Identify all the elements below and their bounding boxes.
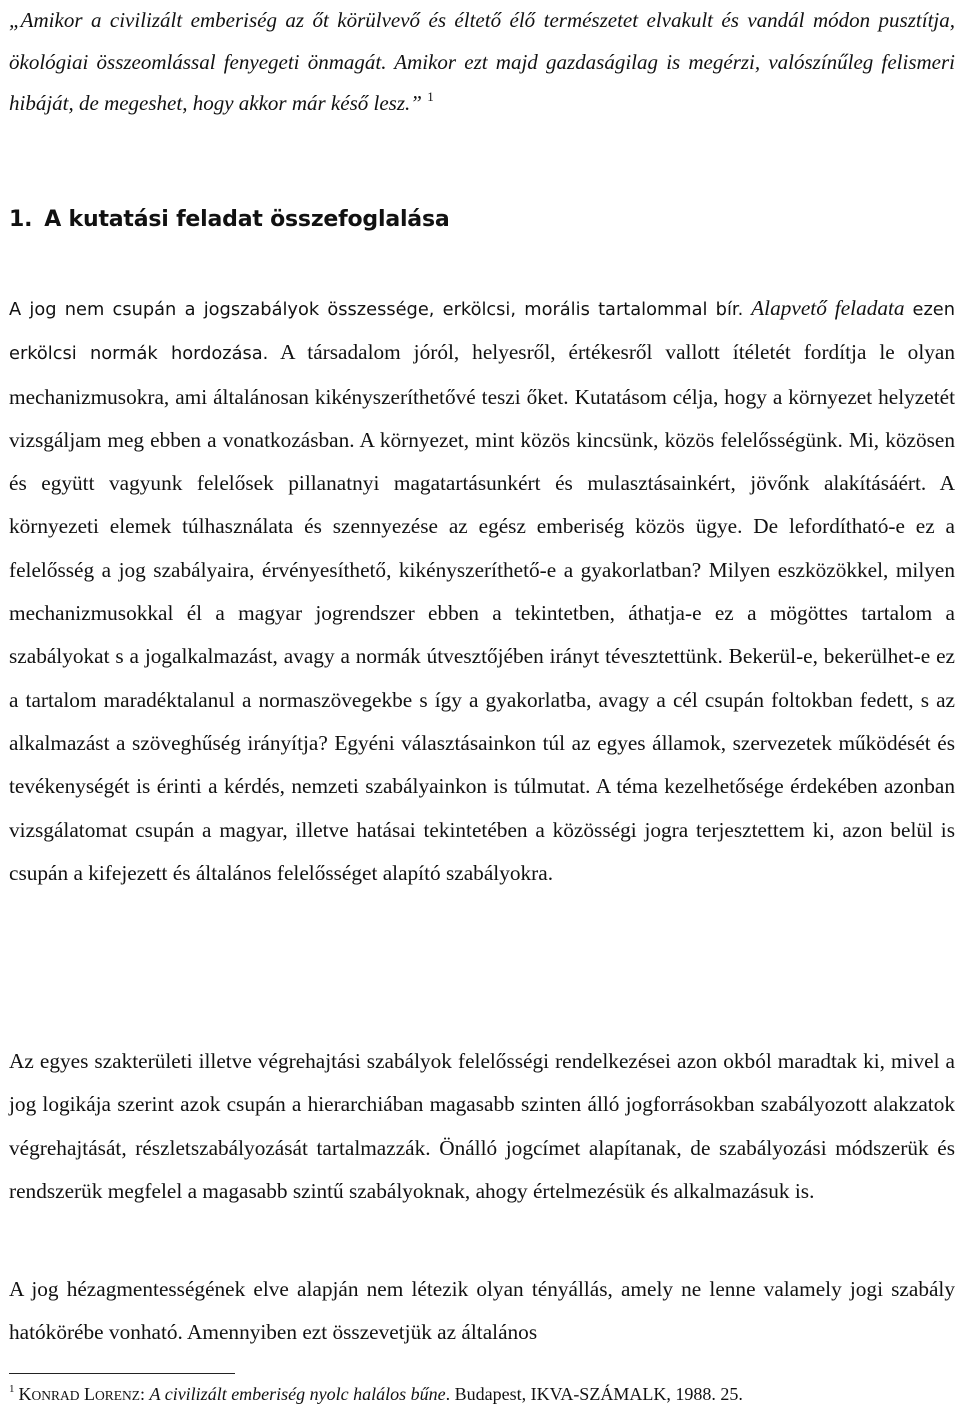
section-title: A kutatási feladat összefoglalása bbox=[44, 207, 450, 232]
paragraph-1-body: A társadalom jóról, helyesről, értékesről vallott ítéletét fordítja le olyan mechanizmusokra, ami általánosan kikényszeríthetővé teszi őket. Kutatásom célja, hogy a környezet helyzetét vizsgáljam meg ebben a vonatkozásban. A környezet, mint közös kincsünk, közös felelősségünk. Mi, közösen és együtt vagyunk felelősek pillanatnyi magatartásunkért és mulasztásainkért, jövőnk alakításáért. A környezeti elemek túlhasználata és szennyezése az egész emberiség közös ügye. De lefordítható-e ez a felelősség a jog szabályaira, érvényesíthető, kikényszeríthető-e a gyakorlatban? Milyen eszközökkel, milyen mechanizmusokkal él a magyar jogrendszer ebben a tekintetben, áthatja-e ez a mögöttes tartalom a szabályokat s a jogalkalmazást, avagy a normák útvesztőjében irányt tévesztettünk. Bekerül-e, bekerülhet-e ez a tartalom maradéktalanul a normaszövegekbe s így a gyakorlatba, avagy a cél csupán foltokban fedett, s az alkalmazást a szöveghűség irányítja? Egyéni választásainkon túl az egyes államok, szervezetek működését és tevékenységét is érinti a kérdés, nemzeti szabályainkon is túlmutat. A téma kezelhetősége érdekében azonban vizsgálatomat csupán a magyar, illetve hatásai tekintetében a közösségi jogra terjesztettem ki, azon belül is csupán a kifejezett és általános felelősséget alapító szabályokra. bbox=[9, 340, 955, 885]
section-number: 1. bbox=[9, 207, 33, 232]
footnote-publisher: . Budapest, IKVA-SZÁMALK, 1988. 25. bbox=[445, 1384, 743, 1404]
quote-text: „Amikor a civilizált emberiség az őt körülvevő és éltető élő természetet elvakult és vandál módon pusztítja, ökológiai összeomlással fenyegeti önmagát. Amikor ezt majd gazdaságilag is megérzi, valószínűleg felismeri hibáját, de megeshet, hogy akkor már késő lesz.” bbox=[9, 8, 955, 115]
footnote-separator bbox=[9, 1373, 235, 1374]
footnote-reference[interactable]: 1 bbox=[427, 89, 434, 104]
opening-quote bbox=[9, 0, 955, 125]
paragraph-3-text: A jog hézagmentességének elve alapján nem létezik olyan tényállás, amely ne lenne valamely jogi szabály hatókörébe vonható. Amennyiben ezt összevetjük az általános bbox=[9, 1277, 955, 1345]
section-heading bbox=[9, 200, 450, 240]
footnote-colon: : bbox=[140, 1384, 146, 1404]
footnote-author-first-rest: ONRAD bbox=[31, 1388, 80, 1403]
footnote-author-last-initial: L bbox=[84, 1384, 96, 1404]
paragraph-1-lead: A jog nem csupán a jogszabályok összessége, erkölcsi, morális tartalommal bír. bbox=[9, 299, 744, 320]
paragraph-1-lead-end: ezen erkölcsi normák hordozása. bbox=[9, 299, 956, 365]
paragraph-1 bbox=[9, 287, 955, 895]
footnote-book-title: A civilizált emberiség nyolc halálos bűne bbox=[149, 1384, 446, 1404]
paragraph-2 bbox=[9, 1040, 955, 1213]
paragraph-1-italic: Alapvető feladata bbox=[751, 296, 905, 320]
paragraph-3 bbox=[9, 1268, 955, 1355]
footnote bbox=[9, 1380, 955, 1410]
paragraph-2-text: Az egyes szakterületi illetve végrehajtási szabályok felelősségi rendelkezései azon okból maradtak ki, mivel a jog logikája szerint azok csupán a hierarchiában magasabb szinten álló jogforrásokban szabályozott alakzatok végrehajtását, részletszabályozását tartalmazzák. Önálló jogcímet alapítanak, de szabályozási módszerük és rendszerük megfelel a magasabb szintű szabályoknak, ahogy értelmezésük és alkalmazásuk is. bbox=[9, 1049, 955, 1203]
footnote-author-last-rest: ORENZ bbox=[95, 1388, 141, 1403]
footnote-number: 1 bbox=[9, 1383, 15, 1395]
footnote-author-first-initial: K bbox=[18, 1384, 32, 1404]
